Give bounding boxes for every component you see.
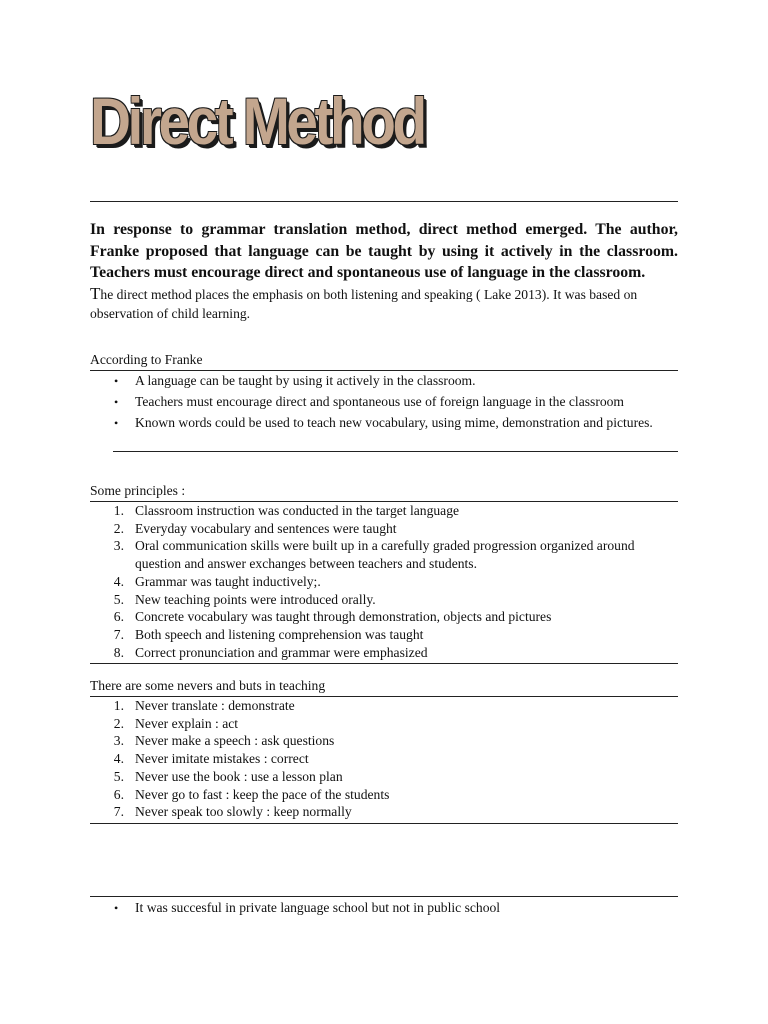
franke-list bbox=[90, 372, 678, 435]
list-item-text: Never imitate mistakes : correct bbox=[135, 751, 309, 767]
principles-heading: Some principles : bbox=[90, 483, 186, 498]
number-marker: 5. bbox=[113, 591, 124, 607]
list-item bbox=[90, 537, 678, 572]
list-item-text: Oral communication skills were built up in a carefully graded progression organized around question and answer exchanges between teachers and students. bbox=[135, 538, 635, 572]
franke-heading: According to Franke bbox=[90, 352, 203, 367]
list-item bbox=[90, 732, 678, 750]
list-item bbox=[90, 750, 678, 768]
number-marker: 1. bbox=[113, 698, 124, 713]
bullet-marker: • bbox=[114, 416, 119, 430]
list-item bbox=[90, 608, 678, 626]
list-item bbox=[90, 393, 678, 411]
list-item bbox=[90, 768, 678, 786]
list-item-text: Concrete vocabulary was taught through demonstration, objects and pictures bbox=[135, 609, 552, 625]
list-item-text: Classroom instruction was conducted in the target language bbox=[135, 503, 460, 518]
list-item bbox=[90, 573, 678, 591]
list-item-text: Never explain : act bbox=[135, 715, 239, 731]
list-item bbox=[90, 502, 678, 520]
bullet-marker: • bbox=[114, 374, 119, 388]
number-marker: 2. bbox=[113, 715, 124, 731]
list-item-text: Correct pronunciation and grammar were emphasized bbox=[135, 644, 428, 660]
list-item bbox=[90, 644, 678, 662]
list-item bbox=[90, 803, 678, 821]
list-item bbox=[90, 520, 678, 538]
list-item-text: New teaching points were introduced orally. bbox=[135, 591, 376, 607]
final-list bbox=[90, 899, 678, 920]
franke-bottom-divider bbox=[113, 451, 678, 452]
list-item-text: Teachers must encourage direct and spontaneous use of foreign language in the classroom bbox=[135, 394, 625, 409]
list-item bbox=[90, 786, 678, 804]
list-item bbox=[90, 626, 678, 644]
intro-text: he direct method places the emphasis on both listening and speaking ( Lake 2013). It was based on observation of child learning. bbox=[90, 287, 638, 321]
principles-bottom-divider bbox=[90, 663, 678, 664]
nevers-bottom-divider bbox=[90, 823, 678, 824]
list-item-text: Never use the book : use a lesson plan bbox=[135, 768, 343, 784]
list-item bbox=[90, 899, 678, 917]
nevers-heading: There are some nevers and buts in teaching bbox=[90, 678, 326, 693]
list-item-text: Never translate : demonstrate bbox=[135, 698, 295, 713]
number-marker: 6. bbox=[113, 609, 124, 625]
list-item-text: Never make a speech : ask questions bbox=[135, 733, 335, 749]
list-item-text: Never go to fast : keep the pace of the students bbox=[135, 786, 390, 802]
list-item bbox=[90, 715, 678, 733]
bullet-marker: • bbox=[114, 901, 119, 915]
number-marker: 7. bbox=[113, 804, 124, 820]
list-item-text: Grammar was taught inductively;. bbox=[135, 573, 321, 589]
number-marker: 3. bbox=[113, 538, 124, 554]
number-marker: 5. bbox=[113, 768, 124, 784]
number-marker: 4. bbox=[113, 751, 124, 767]
intro-paragraph bbox=[90, 284, 678, 323]
title-divider bbox=[90, 201, 678, 202]
list-item bbox=[90, 591, 678, 609]
number-marker: 1. bbox=[113, 503, 124, 518]
intro-drop-cap: T bbox=[90, 284, 101, 303]
list-item bbox=[90, 697, 678, 715]
document-title: Direct Method bbox=[90, 84, 424, 158]
intro-bold-paragraph: In response to grammar translation method, direct method emerged. The author, Franke proposed that language can be taught by using it actively in the classroom. Teachers must encourage direct and spontaneous use of language in the classroom. bbox=[90, 221, 678, 281]
list-item-text: Never speak too slowly : keep normally bbox=[135, 804, 352, 820]
list-item-text: A language can be taught by using it actively in the classroom. bbox=[135, 373, 476, 388]
list-item bbox=[90, 414, 678, 432]
nevers-list bbox=[90, 697, 678, 821]
number-marker: 3. bbox=[113, 733, 124, 749]
number-marker: 6. bbox=[113, 786, 124, 802]
list-item-text: Known words could be used to teach new vocabulary, using mime, demonstration and pictures. bbox=[135, 415, 653, 430]
bullet-marker: • bbox=[114, 395, 119, 409]
principles-list bbox=[90, 502, 678, 661]
number-marker: 8. bbox=[113, 644, 124, 660]
list-item-text: Both speech and listening comprehension was taught bbox=[135, 626, 424, 642]
franke-top-divider bbox=[90, 370, 678, 371]
final-top-divider bbox=[90, 896, 678, 897]
number-marker: 7. bbox=[113, 626, 124, 642]
number-marker: 2. bbox=[113, 520, 124, 536]
number-marker: 4. bbox=[113, 573, 124, 589]
list-item bbox=[90, 372, 678, 390]
list-item-text: It was succesful in private language school but not in public school bbox=[135, 900, 501, 915]
list-item-text: Everyday vocabulary and sentences were taught bbox=[135, 520, 397, 536]
